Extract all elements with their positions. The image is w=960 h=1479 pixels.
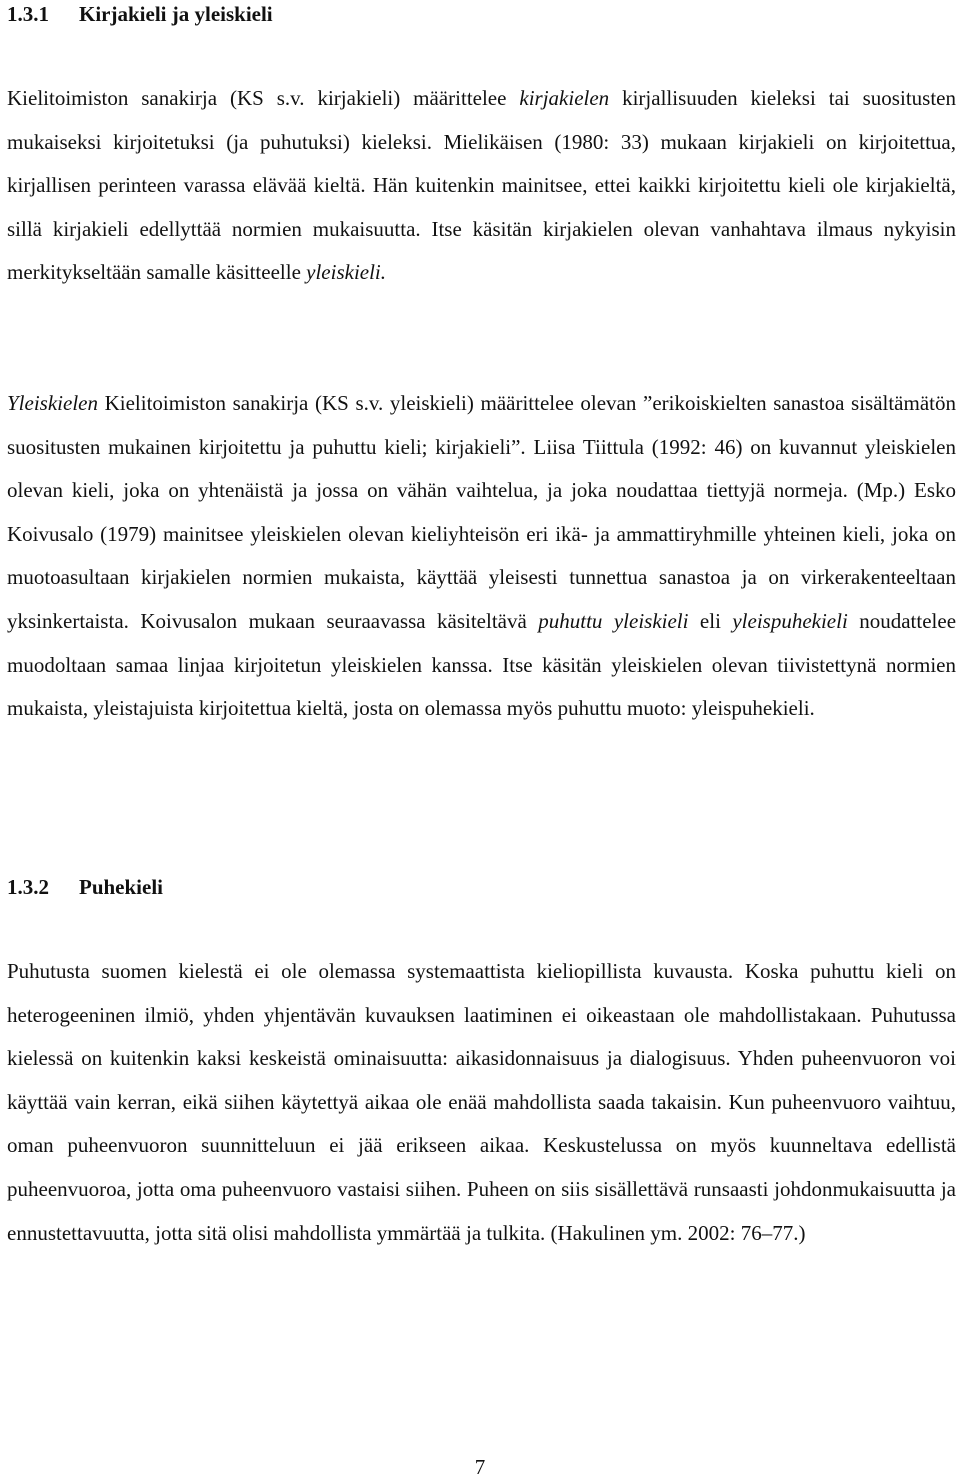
section-number: 1.3.2: [7, 875, 49, 899]
section-heading: [7, 0, 273, 28]
italic-term: yleiskieli.: [306, 260, 387, 285]
text-run: eli: [688, 608, 733, 633]
italic-term: puhuttu yleiskieli: [538, 608, 689, 633]
section-number: 1.3.1: [7, 2, 49, 26]
section-heading: [7, 873, 163, 901]
section-title: Puhekieli: [79, 875, 164, 899]
text-run: Kielitoimiston sanakirja (KS s.v. yleiskieli) määrittelee olevan ”erikoiskielten sanastoa sisältämätön suositusten mukainen kirjoitettu ja puhuttu kieli; kirjakieli”. Liisa Tiittula (1992: 46) on kuvannut yleiskielen olevan kieli, joka on yhtenäistä ja jossa on vähän vaihtelua, ja joka noudattaa tiettyjä normeja. (Mp.) Esko Koivusalo (1979) mainitsee yleiskielen olevan kieliyhteisön eri ikä- ja ammattiryhmille yhteinen kieli, joka on muotoasultaan kirjakielen normien mukaista, käyttää yleisesti tunnettua sanastoa ja on virkerakenteeltaan yksinkertaista. Koivusalon mukaan seuraavassa käsiteltävä: [7, 391, 956, 633]
text-run: noudattelee muodoltaan samaa linjaa kirjoitetun yleiskielen kanssa. Itse käsitän yleiskielen olevan tiivistettynä normien mukaista, yleistajuista kirjoitettua kieltä, josta on olemassa myös puhuttu muoto: yleispuhekieli.: [7, 608, 957, 721]
italic-term: kirjakielen: [519, 86, 610, 110]
italic-term: Yleiskielen: [7, 391, 98, 415]
text-run: Puhutusta suomen kielestä ei ole olemassa systemaattista kieliopillista kuvausta. Koska puhuttu kieli on heterogeeninen ilmiö, yhden yhjentävän kuvauksen laatiminen ei oikeastaan ole mahdollistakaan. Puhutussa kielessä on kuitenkin kaksi keskeistä ominaisuutta: aikasidonnaisuus ja dialogisuus. Yhden puheenvuoron voi käyttää vain kerran, eikä siihen käytettyä aikaa ole enää mahdollista saada takaisin. Kun puheenvuoro vaihtuu, oman puheenvuoron suunnitteluun ei jää erikseen aikaa. Keskustelussa on myös kuunneltava edellistä puheenvuoroa, jotta oma puheenvuoro vastaisi siihen. Puheen on siis sisällettävä runsaasti johdonmukaisuutta ja ennustettavuutta, jotta sitä olisi mahdollista ymmärtää ja tulkita. (Hakulinen ym. 2002: 76–77.): [7, 959, 956, 1245]
section-title: Kirjakieli ja yleiskieli: [79, 2, 273, 26]
text-run: Kielitoimiston sanakirja (KS s.v. kirjakieli) määrittelee: [7, 86, 520, 110]
paragraph: [7, 382, 956, 731]
italic-term: yleispuhekieli: [732, 608, 848, 633]
paragraph: [7, 77, 956, 295]
page-number: 7: [474, 1455, 486, 1479]
text-run: kirjallisuuden kieleksi tai suositusten mukaiseksi kirjoitetuksi (ja puhutuksi) kieleksi. Mielikäisen (1980: 33) mukaan kirjakieli on kirjoitettua, kirjallisen perinteen varassa elävää kieltä. Hän kuitenkin mainitsee, ettei kaikki kirjoitettu kieli ole kirjakieltä, sillä kirjakieli edellyttää normien mukaisuutta. Itse käsitän kirjakielen olevan vanhahtava ilmaus nykyisin merkitykseltään samalle käsitteelle: [7, 86, 956, 285]
paragraph: [7, 950, 956, 1255]
